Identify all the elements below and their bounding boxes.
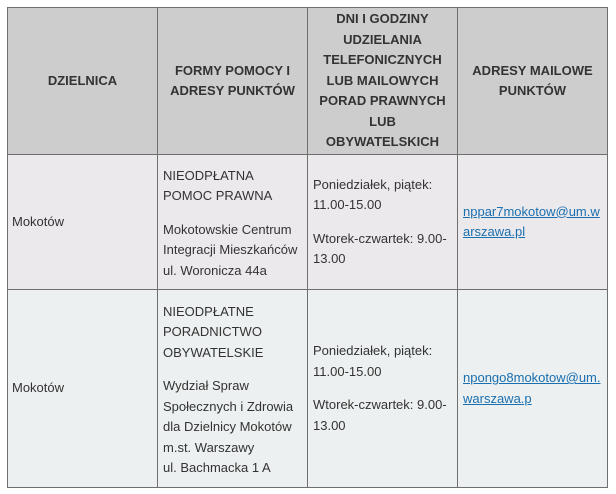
table-row <box>8 290 608 488</box>
header-emails <box>458 8 608 155</box>
address-line: dla Dzielnicy Mokotów <box>163 419 292 434</box>
email-link[interactable]: nppar7mokotow@um.warszawa.pl <box>463 203 600 239</box>
email-cell <box>458 290 608 488</box>
district-cell <box>8 155 158 290</box>
help-form-cell <box>158 290 308 488</box>
header-district-label: DZIELNICA <box>47 72 118 88</box>
district-text: Mokotów <box>12 380 65 396</box>
header-help-forms-label: FORMY POMOCY I ADRESY PUNKTÓW <box>170 62 295 98</box>
address-line: ul. Woronicza 44a <box>163 262 267 278</box>
hours-text: Poniedziałek, piątek: 11.00-15.00 <box>313 176 433 212</box>
address-line: Społecznych i Zdrowia <box>163 398 294 414</box>
address-line: Integracji Mieszkańców <box>163 242 298 258</box>
address-line: ul. Bachmacka 1 A <box>163 460 271 475</box>
help-type-text: NIEODPŁATNE PORADNICTWO OBYWATELSKIE <box>163 303 264 360</box>
email-link[interactable]: npongo8mokotow@um.warszawa.p <box>463 370 601 406</box>
header-help-forms <box>158 8 308 155</box>
header-emails-label: ADRESY MAILOWE PUNKTÓW <box>472 62 593 98</box>
district-text: Mokotów <box>12 213 65 229</box>
hours-text: Poniedziałek, piątek: 11.00-15.00 <box>313 343 433 379</box>
address-line: Wydział Spraw <box>163 378 249 393</box>
hours-text: Wtorek-czwartek: 9.00-13.00 <box>313 230 447 266</box>
email-cell <box>458 155 608 290</box>
hours-cell <box>308 155 458 290</box>
table-row <box>8 155 608 290</box>
header-hours-label: DNI I GODZINY UDZIELANIA TELEFONICZNYCH LUB MAILOWYCH PORAD PRAWNYCH LUB OBYWATELSKICH <box>319 11 446 150</box>
district-cell <box>8 290 158 488</box>
legal-aid-table <box>7 7 608 488</box>
help-form-cell <box>158 155 308 290</box>
hours-text: Wtorek-czwartek: 9.00-13.00 <box>313 397 447 433</box>
address-line: Mokotowskie Centrum <box>163 221 292 237</box>
header-hours <box>308 8 458 155</box>
header-row <box>8 8 608 155</box>
hours-cell <box>308 290 458 488</box>
help-type-text: NIEODPŁATNA POMOC PRAWNA <box>163 167 273 204</box>
address-line: m.st. Warszawy <box>163 439 255 455</box>
header-district <box>8 8 158 155</box>
